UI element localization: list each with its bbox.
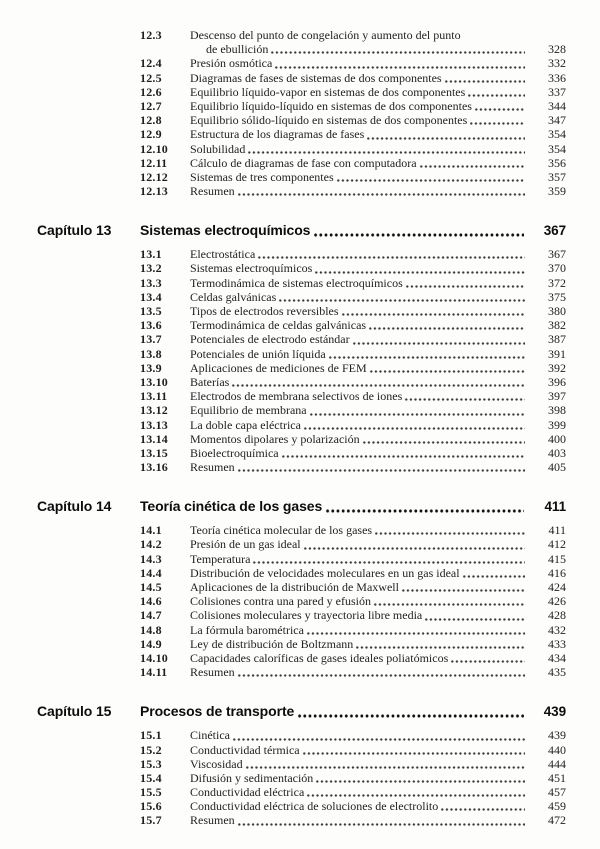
section-page-number: 432 (548, 622, 566, 637)
section-number: 13.6 (140, 318, 162, 333)
section-row (0, 432, 566, 446)
section-title: Equilibrio líquido-vapor en sistemas de dos componentes (190, 84, 466, 99)
section-title: Viscosidad (190, 756, 243, 771)
dot-leader (401, 580, 525, 594)
section-row (0, 113, 566, 127)
section-row (0, 347, 566, 361)
chapter-heading-row (0, 703, 566, 720)
section-title: Baterías (190, 374, 230, 389)
section-page-number: 415 (548, 551, 566, 566)
section-row (0, 318, 566, 332)
section-title: Cinética (190, 728, 230, 743)
section-number: 13.16 (140, 460, 168, 475)
section-row (0, 552, 566, 566)
section-title: Conductividad térmica (190, 742, 300, 757)
section-row (0, 771, 566, 785)
section-title: Equilibrio de membrana (190, 403, 307, 418)
section-row (0, 460, 566, 474)
section-title: Conductividad eléctrica de soluciones de electrolito (190, 799, 439, 814)
dot-leader (247, 142, 525, 156)
dot-leader (341, 304, 525, 318)
section-number: 13.8 (140, 346, 162, 361)
section-row (0, 594, 566, 608)
section-row (0, 418, 566, 432)
section-number: 13.1 (140, 247, 162, 262)
section-number: 14.5 (140, 580, 162, 594)
section-row (0, 757, 566, 771)
section-row (0, 290, 566, 304)
section-row (0, 799, 566, 813)
section-number: 15.1 (140, 728, 162, 743)
section-row (0, 446, 566, 460)
section-page-number: 411 (548, 523, 566, 538)
dot-leader (306, 785, 525, 799)
section-page-number: 397 (548, 389, 566, 404)
dot-leader (369, 361, 525, 375)
section-number: 14.2 (140, 537, 162, 552)
section-page-number: 380 (548, 304, 566, 318)
section-number: 12.10 (140, 141, 168, 156)
chapter-title: Sistemas electroquímicos (140, 222, 311, 239)
section-row (0, 184, 566, 198)
section-number: 15.3 (140, 756, 162, 771)
dot-leader (462, 566, 525, 580)
section-number: 12.4 (140, 56, 162, 71)
section-page-number: 367 (548, 247, 566, 262)
section-title: Colisiones moleculares y trayectoria libre media (190, 608, 423, 623)
section-page-number: 428 (548, 608, 566, 623)
section-title: de ebullición (206, 42, 269, 57)
section-number: 13.3 (140, 275, 162, 290)
dot-leader (355, 637, 525, 651)
dot-leader (444, 71, 525, 85)
section-title: Aplicaciones de mediciones de FEM (190, 360, 367, 375)
section-number: 13.2 (140, 261, 162, 276)
section-page-number: 405 (548, 460, 566, 475)
section-row (0, 375, 566, 389)
section-page-number: 359 (548, 184, 566, 199)
section-page-number: 457 (548, 785, 566, 800)
section-page-number: 392 (548, 360, 566, 375)
section-page-number: 344 (548, 98, 566, 113)
section-title: Estructura de los diagramas de fases (190, 127, 365, 142)
dot-leader (306, 623, 525, 637)
section-number (140, 42, 190, 56)
section-number: 14.11 (140, 665, 168, 680)
section-page-number: 403 (548, 445, 566, 460)
section-title: Potenciales de electrodo estándar (190, 332, 350, 347)
chapter-title: Procesos de transporte (140, 703, 295, 720)
section-title: Teoría cinética molecular de los gases (190, 523, 373, 538)
dot-leader (469, 113, 525, 127)
section-row (0, 71, 566, 85)
section-page-number: 354 (548, 141, 566, 156)
section-title: Resumen (190, 665, 235, 680)
section-page-number: 400 (548, 431, 566, 446)
chapter-page-number: 411 (544, 499, 566, 515)
section-title: La doble capa eléctrica (190, 417, 301, 432)
section-number: 13.15 (140, 445, 168, 460)
dot-leader (257, 247, 525, 261)
section-number: 13.4 (140, 289, 162, 304)
dot-leader (440, 799, 525, 813)
section-number: 12.8 (140, 113, 162, 128)
section-title: Temperatura (190, 551, 251, 566)
chapter-page-number: 439 (543, 704, 566, 720)
section-page-number: 399 (548, 417, 566, 432)
dot-leader (374, 523, 525, 537)
section-title: Electrodos de membrana selectivos de iones (190, 389, 403, 404)
section-number: 12.3 (140, 28, 162, 42)
section-number: 13.14 (140, 431, 168, 446)
chapter-label: Capítulo 15 (37, 703, 112, 720)
section-row (0, 785, 566, 799)
section-title: Presión de un gas ideal (190, 537, 301, 552)
dot-leader (232, 728, 525, 742)
section-page-number: 472 (548, 813, 566, 828)
section-page-number: 396 (548, 374, 566, 389)
dot-leader (303, 537, 525, 551)
section-page-number: 328 (548, 42, 566, 57)
section-row (0, 156, 566, 170)
section-page-number: 387 (548, 332, 566, 347)
section-row (0, 85, 566, 99)
section-number: 14.6 (140, 594, 162, 609)
chapter-title: Teoría cinética de los gases (140, 498, 323, 515)
section-page-number: 357 (548, 169, 566, 184)
dot-leader (245, 757, 525, 771)
section-number: 12.7 (140, 98, 162, 113)
dot-leader (281, 446, 525, 460)
section-page-number: 416 (548, 565, 566, 580)
chapter-heading-row (0, 498, 566, 515)
dot-leader (237, 184, 525, 198)
section-page-number: 370 (548, 261, 566, 276)
section-title: Electrostática (190, 247, 256, 262)
section-page-number: 433 (548, 636, 566, 651)
section-number: 15.5 (140, 785, 162, 800)
section-page-number: 398 (548, 403, 566, 418)
section-page-number: 354 (548, 127, 566, 142)
section-number: 14.4 (140, 565, 162, 580)
section-row (0, 743, 566, 757)
dot-leader (237, 460, 525, 474)
chapter-label: Capítulo 13 (37, 222, 112, 239)
section-title: Equilibrio líquido-líquido en sistemas de dos componentes (190, 98, 472, 113)
section-page-number: 337 (548, 84, 566, 99)
section-page-number: 439 (548, 728, 566, 743)
section-title: Celdas galvánicas (190, 289, 277, 304)
section-page-number: 382 (548, 318, 566, 333)
dot-leader (314, 261, 525, 275)
section-title: Cálculo de diagramas de fase con computadora (190, 155, 417, 170)
section-row (0, 403, 566, 417)
section-number: 12.12 (140, 169, 168, 184)
dot-leader (474, 99, 525, 113)
section-title: Resumen (190, 813, 235, 828)
section-row (0, 276, 566, 290)
dot-leader (467, 85, 525, 99)
section-title: Difusión y sedimentación (190, 770, 314, 785)
dot-leader (328, 347, 525, 361)
dot-leader (352, 332, 525, 346)
section-row (0, 332, 566, 346)
section-number: 15.7 (140, 813, 162, 828)
dot-leader (270, 42, 525, 56)
section-title: Termodinámica de celdas galvánicas (190, 318, 367, 333)
chapter-heading-row (0, 222, 566, 239)
section-page-number: 336 (548, 70, 566, 85)
section-page-number: 444 (548, 756, 566, 771)
dot-leader (274, 56, 525, 70)
section-number: 13.5 (140, 304, 162, 318)
section-row (0, 651, 566, 665)
section-page-number: 434 (548, 650, 566, 665)
section-title: Solubilidad (190, 141, 246, 156)
section-page-number: 332 (548, 56, 566, 71)
section-page-number: 412 (548, 537, 566, 552)
section-title: Resumen (190, 184, 235, 199)
section-page-number: 372 (548, 275, 566, 290)
chapter-dot-leader (313, 222, 524, 239)
dot-leader (373, 594, 525, 608)
toc (0, 28, 566, 828)
section-title: Presión osmótica (190, 56, 273, 71)
dot-leader (366, 127, 525, 141)
section-title: Conductividad eléctrica (190, 785, 305, 800)
section-page-number: 375 (548, 289, 566, 304)
section-row (0, 304, 566, 318)
section-page-number: 435 (548, 665, 566, 680)
chapter-page-number: 367 (543, 223, 566, 239)
section-title: Diagramas de fases de sistemas de dos componentes (190, 70, 442, 85)
section-row (0, 127, 566, 141)
chapter-block (0, 28, 566, 198)
dot-leader (419, 156, 525, 170)
chapter-block (0, 703, 566, 827)
dot-leader (450, 651, 525, 665)
dot-leader (424, 608, 525, 622)
section-title: Tipos de electrodos reversibles (190, 304, 339, 318)
section-row (0, 580, 566, 594)
dot-leader (309, 403, 525, 417)
section-title: Potenciales de unión líquida (190, 346, 326, 361)
section-title: Equilibrio sólido-líquido en sistemas de dos componentes (190, 113, 468, 128)
section-row (0, 247, 566, 261)
section-row (0, 361, 566, 375)
section-number: 14.8 (140, 622, 162, 637)
section-number: 15.6 (140, 799, 162, 814)
dot-leader (315, 771, 525, 785)
chapter-dot-leader (297, 703, 524, 720)
section-number: 12.5 (140, 70, 162, 85)
section-title: Colisiones contra una pared y efusión (190, 594, 371, 609)
chapter-label: Capítulo 14 (37, 498, 112, 515)
chapter-block (0, 222, 566, 474)
section-number: 14.3 (140, 551, 162, 566)
section-row (0, 99, 566, 113)
dot-leader (368, 318, 525, 332)
section-number: 15.4 (140, 770, 162, 785)
section-row (0, 142, 566, 156)
section-page-number: 440 (548, 742, 566, 757)
section-number: 13.7 (140, 332, 162, 347)
dot-leader (231, 375, 525, 389)
section-number: 14.9 (140, 636, 162, 651)
section-row (0, 28, 566, 42)
chapter-block (0, 498, 566, 679)
section-row (0, 813, 566, 827)
section-title: Descenso del punto de congelación y aumento del punto (190, 28, 461, 42)
section-row (0, 261, 566, 275)
section-row (0, 623, 566, 637)
dot-leader (237, 665, 525, 679)
dot-leader (405, 276, 525, 290)
section-page-number: 459 (548, 799, 566, 814)
section-row (0, 608, 566, 622)
section-number: 14.10 (140, 650, 168, 665)
section-row (0, 56, 566, 70)
section-page-number: 356 (548, 155, 566, 170)
section-row (0, 566, 566, 580)
section-number: 13.12 (140, 403, 168, 418)
section-row (0, 389, 566, 403)
section-row (0, 42, 566, 56)
dot-leader (237, 813, 525, 827)
section-page-number: 347 (548, 113, 566, 128)
section-title: Resumen (190, 460, 235, 475)
section-number: 14.1 (140, 523, 162, 538)
section-row (0, 170, 566, 184)
section-page-number: 424 (548, 580, 566, 594)
section-row (0, 523, 566, 537)
dot-leader (302, 743, 525, 757)
chapter-dot-leader (325, 498, 524, 515)
section-title: Sistemas de tres componentes (190, 169, 334, 184)
section-title: Ley de distribución de Boltzmann (190, 636, 354, 651)
section-title: Momentos dipolares y polarización (190, 431, 360, 446)
dot-leader (278, 290, 525, 304)
section-page-number: 426 (548, 594, 566, 609)
section-page-number: 391 (548, 346, 566, 361)
dot-leader (252, 552, 525, 566)
section-page-number: 451 (548, 770, 566, 785)
section-title: Bioelectroquímica (190, 445, 279, 460)
section-number: 13.13 (140, 417, 168, 432)
section-number: 14.7 (140, 608, 162, 623)
dot-leader (336, 170, 525, 184)
section-number: 13.11 (140, 389, 168, 404)
section-title: Capacidades caloríficas de gases ideales poliatómicos (190, 650, 449, 665)
section-row (0, 665, 566, 679)
section-number: 13.9 (140, 360, 162, 375)
dot-leader (362, 432, 525, 446)
dot-leader (303, 418, 525, 432)
section-title: La fórmula barométrica (190, 622, 304, 637)
section-row (0, 537, 566, 551)
section-title: Distribución de velocidades moleculares en un gas ideal (190, 565, 460, 580)
section-number: 13.10 (140, 374, 168, 389)
section-row (0, 637, 566, 651)
section-number: 12.11 (140, 155, 168, 170)
section-title: Termodinámica de sistemas electroquímicos (190, 275, 403, 290)
section-title: Sistemas electroquímicos (190, 261, 313, 276)
section-number: 12.6 (140, 84, 162, 99)
section-number: 15.2 (140, 742, 162, 757)
section-title: Aplicaciones de la distribución de Maxwell (190, 580, 399, 594)
section-number: 12.9 (140, 127, 162, 142)
section-number: 12.13 (140, 184, 168, 199)
dot-leader (404, 389, 525, 403)
section-row (0, 728, 566, 742)
